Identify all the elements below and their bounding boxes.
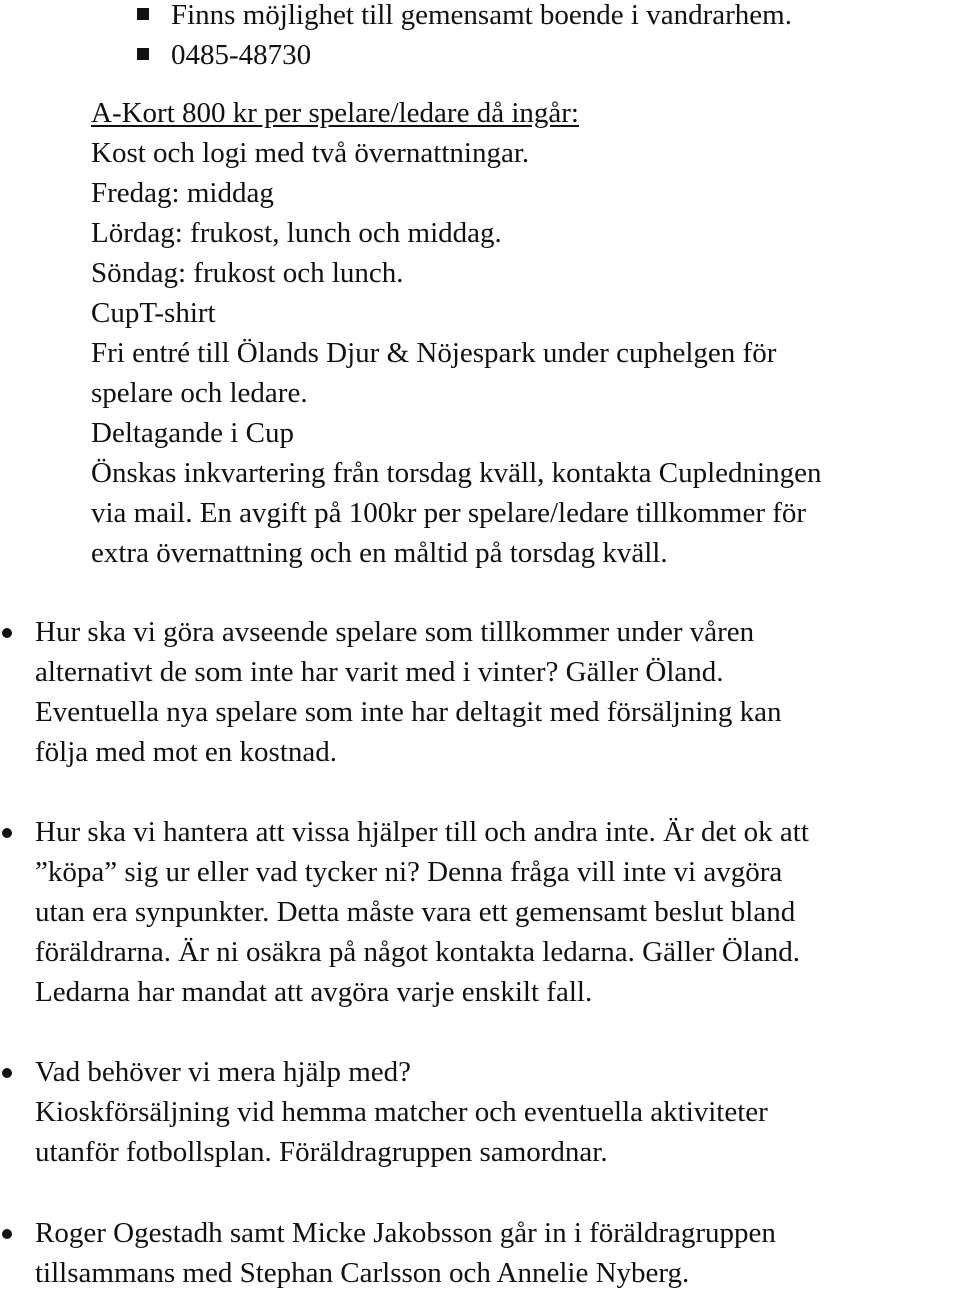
akort-line: Fri entré till Ölands Djur & Nöjespark under cuphelgen för — [91, 337, 777, 369]
bullet-line: följa med mot en kostnad. — [35, 736, 338, 768]
bullet-line: utanför fotbollsplan. Föräldragruppen samordnar. — [35, 1136, 608, 1168]
bullet-line: Kioskförsäljning vid hemma matcher och eventuella aktiviteter — [35, 1096, 768, 1128]
bullet-line: tillsammans med Stephan Carlsson och Annelie Nyberg. — [35, 1257, 690, 1289]
bullet-line: Vad behöver vi mera hjälp med? — [35, 1056, 412, 1088]
akort-line: Kost och logi med två övernattningar. — [91, 137, 530, 169]
akort-line: Önskas inkvartering från torsdag kväll, kontakta Cupledningen — [91, 457, 822, 489]
akort-section — [91, 93, 956, 573]
akort-line: CupT-shirt — [91, 297, 216, 329]
bullet-dot-icon — [2, 1229, 12, 1239]
bullet-line: Hur ska vi hantera att vissa hjälper till och andra inte. Är det ok att — [35, 816, 809, 848]
bullet-line: föräldrarna. Är ni osäkra på något kontakta ledarna. Gäller Öland. — [35, 936, 800, 968]
bullet-line: ”köpa” sig ur eller vad tycker ni? Denna fråga vill inte vi avgöra — [35, 856, 783, 888]
akort-line: Söndag: frukost och lunch. — [91, 257, 404, 289]
list-item-text: Finns möjlighet till gemensamt boende i vandrarhem. — [171, 0, 792, 31]
akort-line: spelare och ledare. — [91, 377, 308, 409]
akort-heading: A-Kort 800 kr per spelare/ledare då ingår: — [91, 97, 579, 129]
list-item-text: 0485-48730 — [171, 39, 312, 71]
bullet-line: Roger Ogestadh samt Micke Jakobsson går in i föräldragruppen — [35, 1217, 776, 1249]
bullet-line: Eventuella nya spelare som inte har deltagit med försäljning kan — [35, 696, 782, 728]
akort-line: Fredag: middag — [91, 177, 274, 209]
bullet-dot-icon — [2, 828, 12, 838]
list-item — [137, 35, 792, 75]
akort-line: Deltagande i Cup — [91, 417, 294, 449]
bullet-line: Hur ska vi göra avseende spelare som tillkommer under våren — [35, 616, 755, 648]
bullet-line: Ledarna har mandat att avgöra varje enskilt fall. — [35, 976, 593, 1008]
bullet-line: utan era synpunkter. Detta måste vara ett gemensamt beslut bland — [35, 896, 796, 928]
square-bullet-icon — [137, 48, 149, 60]
square-bullet-icon — [137, 8, 149, 20]
akort-line: Lördag: frukost, lunch och middag. — [91, 217, 502, 249]
list-item — [137, 0, 792, 35]
bullet-dot-icon — [2, 628, 12, 638]
akort-line: extra övernattning och en måltid på torsdag kväll. — [91, 537, 668, 569]
bullet-dot-icon — [2, 1068, 12, 1078]
square-bullet-list — [137, 0, 792, 75]
akort-line: via mail. En avgift på 100kr per spelare/ledare tillkommer för — [91, 497, 807, 529]
bullet-line: alternativt de som inte har varit med i vinter? Gäller Öland. — [35, 656, 724, 688]
